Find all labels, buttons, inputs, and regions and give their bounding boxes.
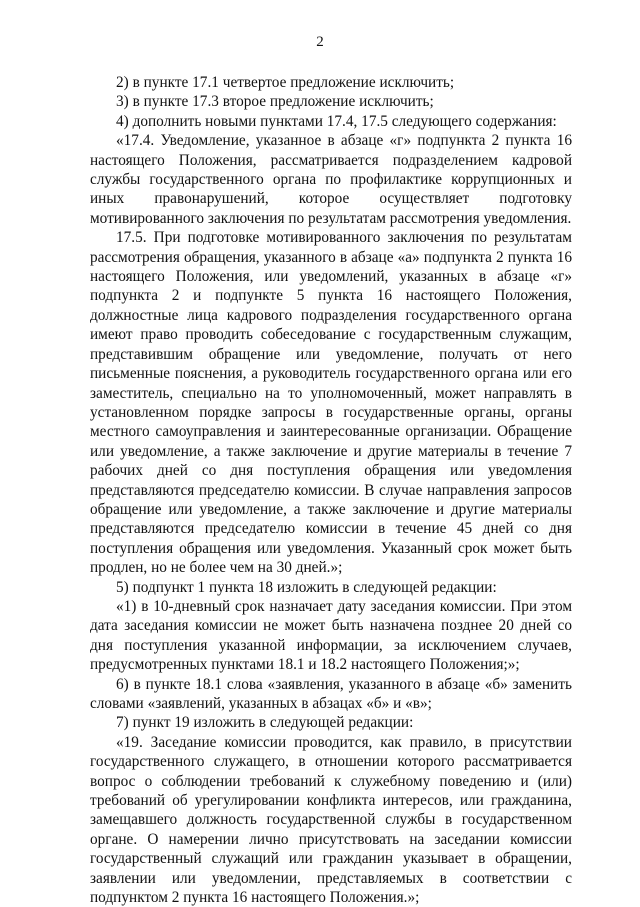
paragraph-17-5: 17.5. При подготовке мотивированного заключения по результатам рассмотрения обращения, указанного в абзаце «а» подпункта 2 пункта 16 настоящего Положения, или уведомлений, указанных в абзаце «г» подпункта 2 и подпункте 5 пункта 16 настоящего Положения, должностные лица кадрового подразделения государственного органа имеют право проводить собеседование с государственным служащим, представившим обращение или уведомление, получать от него письменные пояснения, а руководитель государственного органа или его заместитель, специально на то уполномоченный, может направлять в установленном порядке запросы в государственные органы, органы местного самоуправления и заинтересованные организации. Обращение или уведомление, а также заключение и другие материалы в течение 7 рабочих дней со дня поступления обращения или уведомления представляются председателю комиссии. В случае направления запросов обращение или уведомление, а также заключение и другие материалы представляются председателю комиссии в течение 45 дней со дня поступления обращения или уведомления. Указанный срок может быть продлен, но не более чем на 30 дней.»; <box>90 229 572 577</box>
paragraph-item-2: 2) в пункте 17.1 четвертое предложение исключить; <box>116 74 455 91</box>
paragraph-19: «19. Заседание комиссии проводится, как правило, в присутствии государственного служащего, в отношении которого рассматривается вопрос о соблюдении требований к служебному поведению и (или) требований об урегулировании конфликта интересов, или гражданина, замещавшего должность государственной службы в государственном органе. О намерении лично присутствовать на заседании комиссии государственный служащий или гражданин указывает в обращении, заявлении или уведомлении, представляемых в соответствии с подпунктом 2 пункта 16 настоящего Положения.»; <box>90 733 572 907</box>
paragraph-item-7: 7) пункт 19 изложить в следующей редакции: <box>116 714 414 732</box>
paragraph-item-5: 5) подпункт 1 пункта 18 изложить в следующей редакции: <box>116 578 497 596</box>
paragraph-item-4: 4) дополнить новыми пунктами 17.4, 17.5 следующего содержания: <box>116 112 557 130</box>
document-body <box>90 73 572 907</box>
paragraph-item-6: 6) в пункте 18.1 слова «заявления, указанного в абзаце «б» заменить словами «заявлений, указанных в абзацах «б» и «в»; <box>90 675 572 712</box>
paragraph-subitem-1: «1) в 10-дневный срок назначает дату заседания комиссии. При этом дата заседания комиссии не может быть назначена позднее 20 дней со дня поступления указанной информации, за исключением случаев, предусмотренных пунктами 18.1 и 18.2 настоящего Положения;»; <box>90 597 572 674</box>
paragraph-item-3: 3) в пункте 17.3 второе предложение исключить; <box>116 93 434 111</box>
paragraph-17-4: «17.4. Уведомление, указанное в абзаце «г» подпункта 2 пункта 16 настоящего Положения, рассматривается подразделением кадровой службы государственного органа по профилактике коррупционных и иных правонарушений, которое осуществляет подготовку мотивированного заключения по результатам рассмотрения уведомления. <box>90 132 572 227</box>
page-number: 2 <box>316 34 324 50</box>
